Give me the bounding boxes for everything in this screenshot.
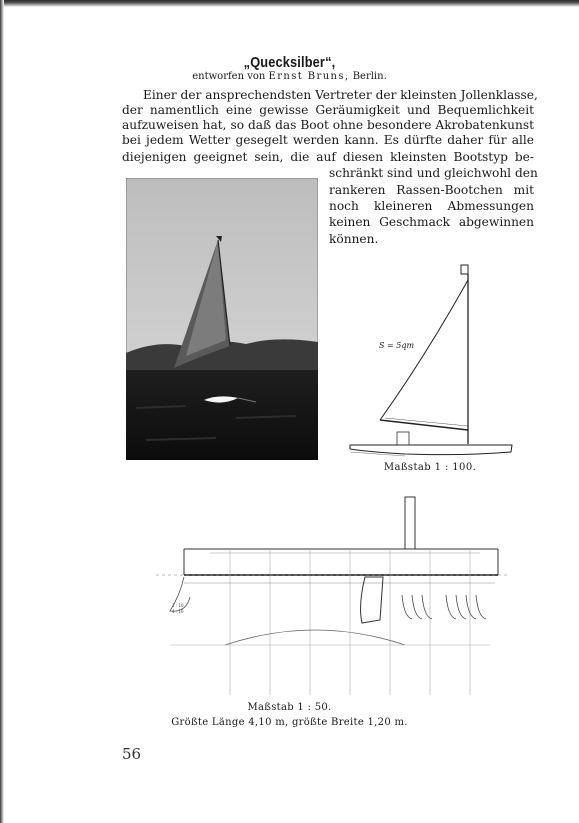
body-line-2: der namentlich eine gewisse Geräumigkeit und Bequemlichkeit [122, 103, 534, 117]
body-line-3: aufzuweisen hat, so daß das Boot ohne besondere Akrobatenkunst [122, 118, 534, 132]
subtitle-place: Berlin. [352, 71, 387, 82]
body-line-4: bei jedem Wetter gesegelt werden kann. Es dürfte daher für alle [122, 133, 534, 147]
page-number: 56 [122, 745, 142, 763]
scan-edge-left [0, 0, 4, 823]
plan-mark-2: 4 : 10 [172, 609, 184, 614]
body-line-1: Einer der ansprechendsten Vertreter der kleinsten Jollenklasse, [143, 88, 538, 102]
body-line-5: diejenigen geeignet sein, die auf diesen kleinsten Bootstyp be- [122, 150, 534, 164]
page-title: „Quecksilber“, [243, 54, 336, 71]
caption-scale-50: Maßstab 1 : 50. [247, 702, 332, 713]
subtitle-prefix: entworfen von [192, 71, 266, 82]
plan-mark-1: 1 : 10 [172, 603, 184, 608]
side-line-1: schränkt sind und gleichwohl den [329, 166, 538, 180]
side-line-5: können. [329, 232, 379, 246]
page-subtitle [0, 71, 579, 82]
side-line-3: noch kleineren Abmessungen [329, 199, 534, 213]
sail-area-label: S = 5qm [379, 341, 415, 350]
scan-edge-top [0, 0, 579, 7]
side-line-2: rankeren Rassen-Bootchen mit [329, 183, 534, 197]
side-line-4: keinen Geschmack abgewinnen [329, 215, 534, 229]
subtitle-author: Ernst Bruns, [268, 71, 350, 82]
caption-dimensions: Größte Länge 4,10 m, größte Breite 1,20 m. [171, 717, 408, 728]
hull-plan-drawing [150, 495, 515, 695]
sailboat-photo [126, 178, 318, 460]
caption-scale-100: Maßstab 1 : 100. [383, 462, 477, 473]
sail-plan-drawing [345, 262, 515, 462]
